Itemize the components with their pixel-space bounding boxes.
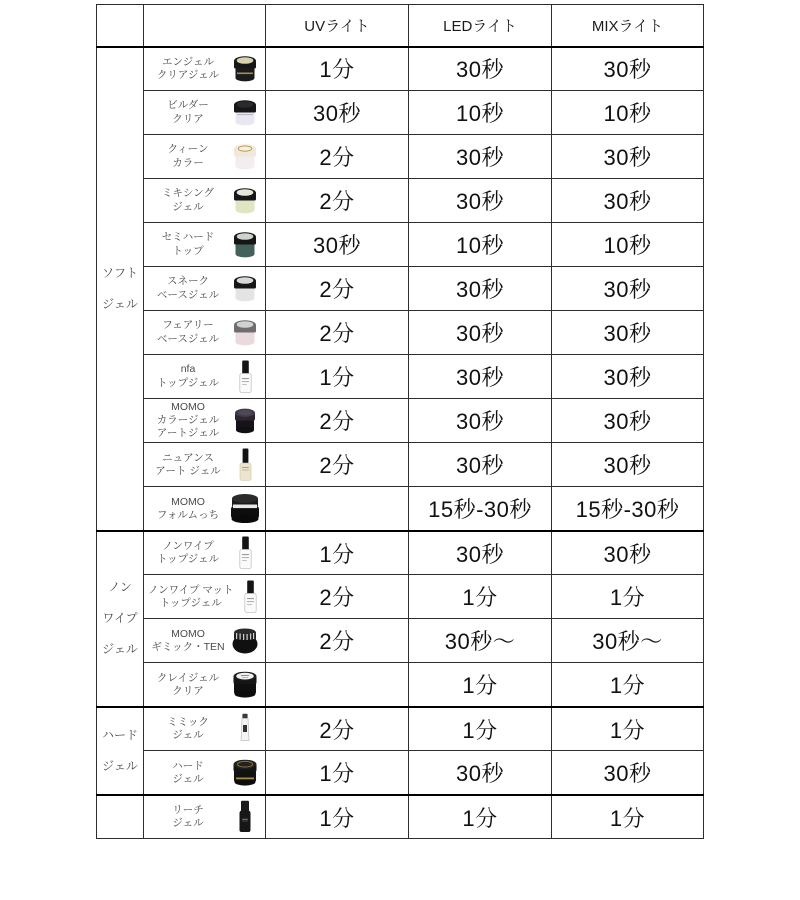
table-row [97,795,704,839]
product-name: ノンワイプ マット トップジェル [148,583,234,609]
table-row [97,531,704,575]
uv-time-cell: 1分 [266,751,409,795]
product-name: クィーン カラー [167,143,209,169]
mix-time-cell: 10秒 [552,91,704,135]
led-time-cell: 30秒 [409,443,552,487]
mix-time-cell: 30秒〜 [552,619,704,663]
led-time-cell: 1分 [409,663,552,707]
uv-time-cell: 2分 [266,179,409,223]
table-row [97,663,704,707]
uv-time-cell: 2分 [266,267,409,311]
table-row [97,575,704,619]
table-row [97,443,704,487]
mix-time-cell: 30秒 [552,47,704,91]
led-time-cell: 15秒-30秒 [409,487,552,531]
table-row [97,619,704,663]
teal-jar-black-lid-icon [228,230,262,260]
product-name: MOMO カラージェル アートジェル [156,401,220,440]
uv-time-cell: 2分 [266,399,409,443]
corner-cell-product [144,5,266,47]
uv-time-cell: 1分 [266,531,409,575]
uv-time-cell: 30秒 [266,91,409,135]
led-time-cell: 30秒 [409,267,552,311]
mix-time-cell: 1分 [552,795,704,839]
white-jar-gold-ring-icon [228,142,262,172]
uv-time-cell: 1分 [266,355,409,399]
product-name: MOMO フォルムっち [156,495,220,521]
mix-time-cell: 1分 [552,663,704,707]
product-name: セミハード トップ [161,231,215,257]
led-time-cell: 30秒 [409,135,552,179]
group-label-soft-gel: ソフト ジェル [97,47,144,531]
col-header-mix-light: MIXライト [552,5,704,47]
product-name: クレイジェル クリア [156,671,220,697]
led-time-cell: 30秒 [409,47,552,91]
mix-time-cell: 30秒 [552,751,704,795]
product-name: フェアリー ベースジェル [156,319,220,345]
green-jar-black-lid-icon [228,186,262,216]
table-row [97,91,704,135]
led-time-cell: 30秒 [409,751,552,795]
mix-time-cell: 1分 [552,707,704,751]
led-time-cell: 30秒 [409,531,552,575]
black-jar-cream-lid-icon [228,54,262,84]
product-cell [144,663,266,707]
uv-time-cell: 1分 [266,795,409,839]
mix-time-cell: 30秒 [552,311,704,355]
table-row [97,179,704,223]
uv-time-cell: 2分 [266,135,409,179]
uv-time-cell: 30秒 [266,223,409,267]
product-name: エンジェル クリアジェル [156,55,220,81]
group-label-ungrouped [97,795,144,839]
pink-jar-gray-lid-icon [228,318,262,348]
table-row [97,311,704,355]
led-time-cell: 1分 [409,575,552,619]
product-cell [144,795,266,839]
uv-time-cell: 2分 [266,707,409,751]
product-cell [144,47,266,91]
led-time-cell: 10秒 [409,91,552,135]
col-header-uv-light: UVライト [266,5,409,47]
mix-time-cell: 30秒 [552,399,704,443]
led-time-cell: 30秒 [409,355,552,399]
header-row [97,5,704,47]
product-name: ミミック ジェル [167,716,209,742]
table-row [97,707,704,751]
table-row [97,223,704,267]
table-row [97,487,704,531]
led-time-cell: 1分 [409,795,552,839]
product-name: MOMO ギミック・TEN [151,627,225,653]
product-name: ハード ジェル [172,759,204,785]
table-row [97,355,704,399]
uv-time-cell: 1分 [266,47,409,91]
group-label-hard-gel: ハード ジェル [97,707,144,795]
product-name: スネーク ベースジェル [156,275,220,301]
table-row [97,751,704,795]
mix-time-cell: 30秒 [552,179,704,223]
large-black-jar-icon [228,493,262,525]
mix-time-cell: 30秒 [552,135,704,179]
group-label-non-wipe-gel: ノン ワイプ ジェル [97,531,144,707]
led-time-cell: 30秒〜 [409,619,552,663]
product-cell [144,355,266,399]
white-polish-bottle-icon [233,580,267,614]
white-tube-icon [228,713,262,745]
product-cell [144,267,266,311]
white-jar-black-lid-icon [228,98,262,128]
black-polish-bottle-icon [228,800,262,834]
led-time-cell: 10秒 [409,223,552,267]
product-name: ミキシング ジェル [162,187,214,213]
product-name: リーチ ジェル [172,804,204,830]
uv-time-cell: 2分 [266,443,409,487]
product-name: ニュアンス アート ジェル [155,451,221,477]
mix-time-cell: 30秒 [552,443,704,487]
table-row [97,399,704,443]
uv-time-cell [266,663,409,707]
col-header-led-light: LEDライト [409,5,552,47]
led-time-cell: 1分 [409,707,552,751]
product-cell [144,311,266,355]
mix-time-cell: 15秒-30秒 [552,487,704,531]
mix-time-cell: 1分 [552,575,704,619]
product-name: nfa トップジェル [156,363,220,389]
led-time-cell: 30秒 [409,311,552,355]
white-polish-bottle-icon [228,360,262,394]
table-row [97,135,704,179]
striped-black-jar-icon [228,627,262,655]
white-polish-bottle-icon [228,536,262,570]
uv-time-cell: 2分 [266,311,409,355]
product-cell [144,707,266,751]
mix-time-cell: 30秒 [552,355,704,399]
product-cell [144,135,266,179]
mix-time-cell: 30秒 [552,531,704,575]
product-cell [144,487,266,531]
mix-time-cell: 10秒 [552,223,704,267]
black-jar-gold-icon [228,758,262,788]
led-time-cell: 30秒 [409,179,552,223]
product-name: ノンワイプ トップジェル [156,540,220,566]
uv-time-cell: 2分 [266,575,409,619]
cream-polish-bottle-icon [228,448,262,482]
product-cell [144,531,266,575]
curing-time-table [96,4,704,839]
gray-jar-black-lid-icon [228,274,262,304]
table-row [97,267,704,311]
black-jar-icon [228,407,262,435]
product-name: ビルダー クリア [167,99,209,125]
product-cell [144,443,266,487]
uv-time-cell: 2分 [266,619,409,663]
product-cell [144,575,266,619]
mix-time-cell: 30秒 [552,267,704,311]
product-cell [144,223,266,267]
product-cell [144,399,266,443]
led-time-cell: 30秒 [409,399,552,443]
table-row [97,47,704,91]
product-cell [144,619,266,663]
product-cell [144,751,266,795]
product-cell [144,91,266,135]
product-cell [144,179,266,223]
uv-time-cell [266,487,409,531]
black-jar-white-label-icon [228,670,262,700]
corner-cell-group [97,5,144,47]
